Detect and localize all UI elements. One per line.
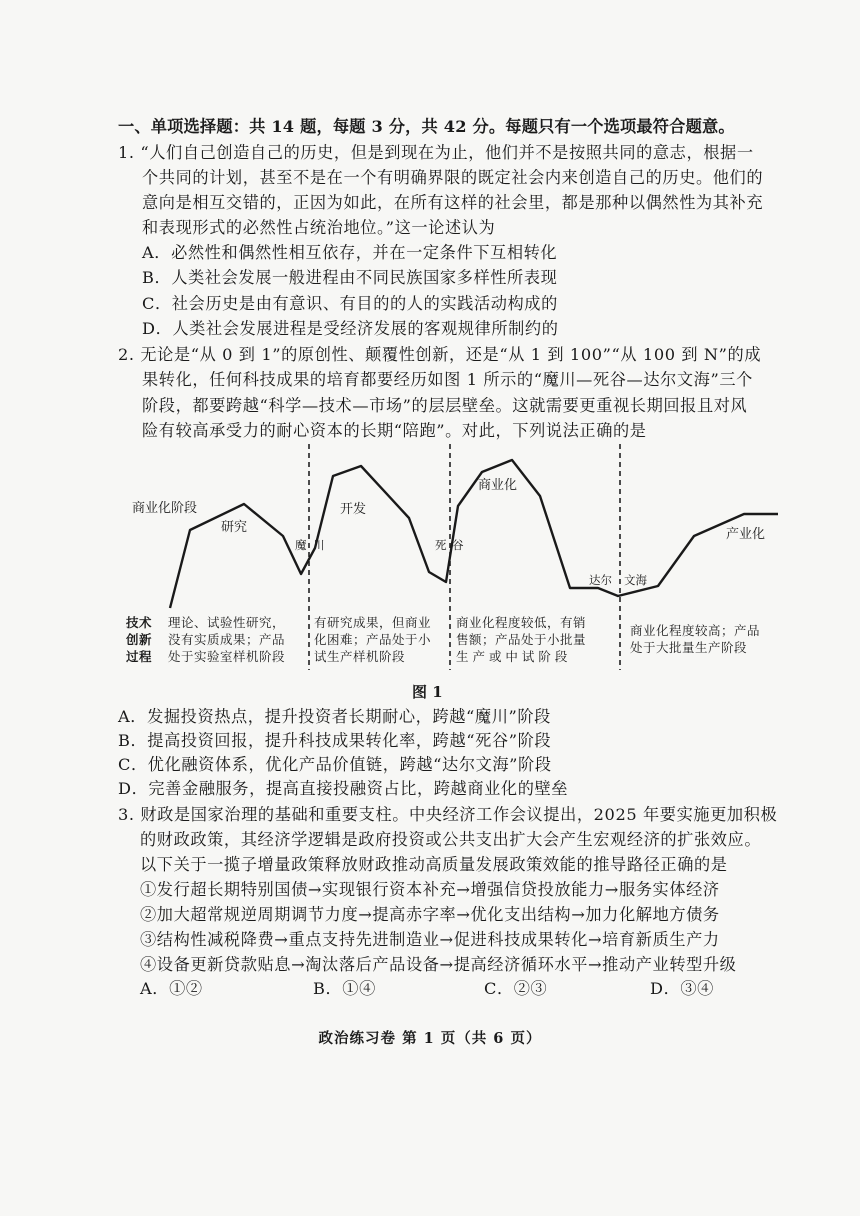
q2-option-d: D．完善金融服务，提高直接投融资占比，跨越商业化的壁垒 (118, 779, 569, 798)
process-label (126, 614, 152, 665)
q3-option-d: D．③④ (650, 979, 714, 998)
note-2-line-1: 有研究成果，但商业 (314, 615, 432, 630)
label-mochuan-1: 魔 (295, 538, 307, 552)
q3-line-4: ①发行超长期特别国债→实现银行资本补充→增强信贷投放能力→服务实体经济 (140, 880, 720, 899)
q1-line-4: 和表现形式的必然性占统治地位。”这一论述认为 (142, 218, 496, 237)
q3-line-5: ②加大超常规逆周期调节力度→提高赤字率→优化支出结构→加力化解地方债务 (140, 905, 720, 924)
q3-line-7: ④设备更新贷款贴息→淘汰落后产品设备→提高经济循环水平→推动产业转型升级 (140, 955, 737, 974)
q1-option-b: B．人类社会发展一般进程由不同民族国家多样性所表现 (142, 268, 558, 287)
note-3-line-2: 售额；产品处于小批量 (456, 632, 587, 647)
q1-line-1: 1. “人们自己创造自己的历史，但是到现在为止，他们并不是按照共同的意志，根据一 (118, 143, 754, 162)
process-label-line-3: 过程 (126, 649, 153, 664)
q1-option-a: A．必然性和偶然性相互依存，并在一定条件下互相转化 (142, 243, 558, 262)
note-2-line-3: 试生产样机阶段 (314, 649, 406, 664)
label-research: 研究 (221, 520, 248, 535)
q3-line-6: ③结构性减税降费→重点支持先进制造业→促进科技成果转化→培育新质生产力 (140, 930, 720, 949)
note-1-line-3: 处于实验室样机阶段 (168, 649, 286, 664)
note-3-line-3: 生 产 或 中 试 阶 段 (456, 649, 568, 664)
note-stage-3 (456, 614, 586, 665)
label-sigu-2: 谷 (452, 538, 464, 552)
label-industrialize: 产业化 (726, 527, 766, 542)
q2-option-b: B．提高投资回报，提升科技成果转化率，跨越“死谷”阶段 (118, 731, 552, 750)
note-stage-1 (168, 614, 285, 665)
label-darwin-1: 达尔 (589, 573, 612, 587)
note-4-line-1: 商业化程度较高；产品 (630, 623, 761, 638)
q3-option-b: B．①④ (313, 979, 376, 998)
q2-line-3: 阶段，都要跨越“科学—技术—市场”的层层壁垒。这就需要更重视长期回报且对风 (142, 396, 748, 415)
q3-line-3: 以下关于一揽子增量政策释放财政推动高质量发展政策效能的推导路径正确的是 (140, 855, 728, 874)
q3-line-1: 3. 财政是国家治理的基础和重要支柱。中央经济工作会议提出，2025 年要实施更加积极 (118, 805, 778, 824)
q2-option-a: A．发掘投资热点，提升投资者长期耐心，跨越“魔川”阶段 (118, 707, 551, 726)
label-commercial-stage: 商业化阶段 (132, 501, 198, 516)
q3-line-2: 的财政政策，其经济学逻辑是政府投资或公共支出扩大会产生宏观经济的扩张效应。 (140, 830, 762, 849)
section-heading: 一、单项选择题：共 14 题，每题 3 分，共 42 分。每题只有一个选项最符合题意。 (118, 117, 735, 136)
figure-1 (118, 440, 788, 690)
q1-option-c: C．社会历史是由有意识、有目的的人的实践活动构成的 (142, 294, 558, 313)
q2-line-4: 险有较高承受力的耐心资本的长期“陪跑”。对此，下列说法正确的是 (142, 421, 647, 440)
q3-option-a: A．①② (140, 979, 203, 998)
note-stage-4 (630, 622, 760, 656)
q2-option-c: C．优化融资体系，优化产品价值链，跨越“达尔文海”阶段 (118, 755, 552, 774)
note-3-line-1: 商业化程度较低，有销 (456, 615, 587, 630)
q2-line-2: 果转化，任何科技成果的培育都要经历如图 1 所示的“魔川—死谷—达尔文海”三个 (142, 370, 753, 389)
process-label-line-1: 技术 (126, 615, 153, 630)
note-2-line-2: 化困难；产品处于小 (314, 632, 432, 647)
label-commercialize: 商业化 (478, 478, 518, 493)
q1-line-3: 意向是相互交错的，正因为如此，在所有这样的社会里，都是那种以偶然性为其补充 (142, 193, 764, 212)
note-1-line-2: 没有实质成果；产品 (168, 632, 286, 647)
label-mochuan-2: 川 (313, 538, 325, 552)
process-label-line-2: 创新 (126, 632, 153, 647)
page-footer: 政治练习卷 第 1 页（共 6 页） (318, 1030, 542, 1047)
figure-caption: 图 1 (412, 683, 443, 701)
note-4-line-2: 处于大批量生产阶段 (630, 640, 748, 655)
note-stage-2 (314, 614, 431, 665)
label-sigu-1: 死 (435, 538, 447, 552)
label-darwin-2: 文海 (624, 573, 647, 587)
q2-line-1: 2. 无论是“从 0 到 1”的原创性、颠覆性创新，还是“从 1 到 100”“从 100 到 N”的成 (118, 345, 762, 364)
innovation-curve (170, 460, 778, 608)
q1-line-2: 个共同的计划，甚至不是在一个有明确界限的既定社会内来创造自己的历史。他们的 (142, 168, 764, 187)
label-develop: 开发 (340, 502, 367, 517)
q1-option-d: D．人类社会发展进程是受经济发展的客观规律所制约的 (142, 319, 559, 338)
note-1-line-1: 理论、试验性研究， (168, 615, 286, 630)
q3-option-c: C．②③ (484, 979, 548, 998)
